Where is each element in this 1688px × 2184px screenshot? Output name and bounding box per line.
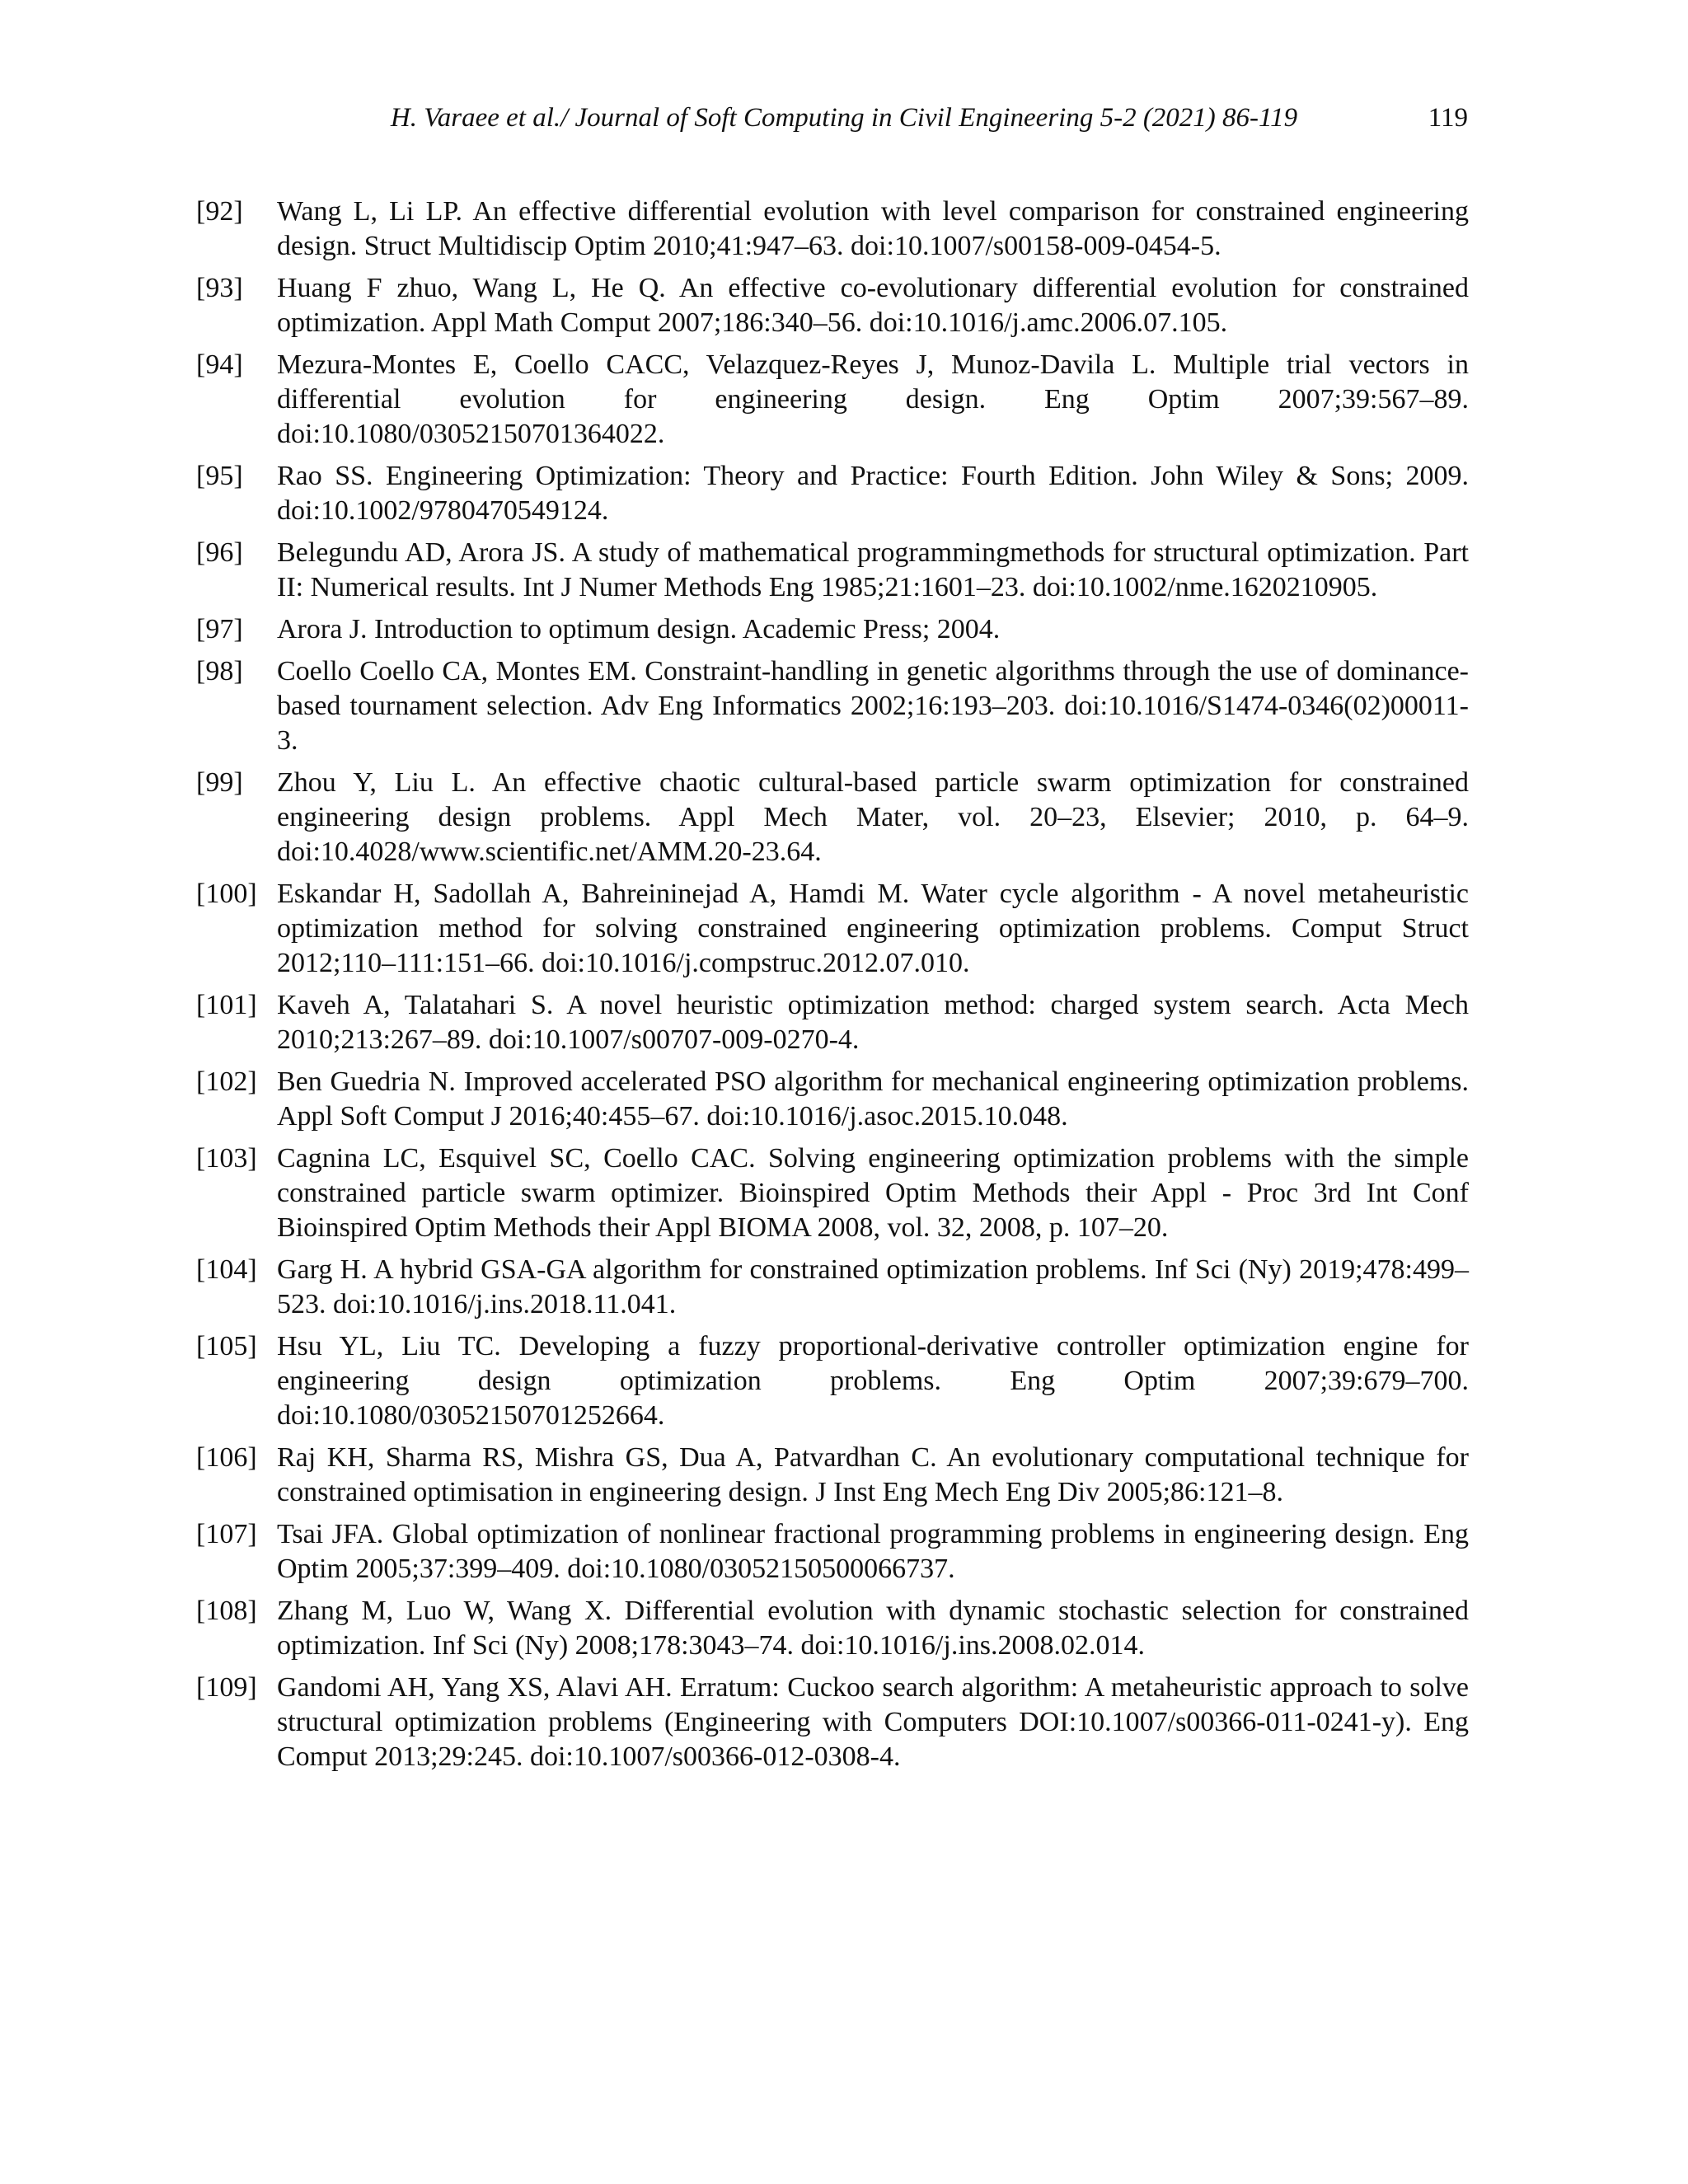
reference-text: Arora J. Introduction to optimum design. Academic Press; 2004.	[277, 614, 1001, 644]
reference-text: Raj KH, Sharma RS, Mishra GS, Dua A, Patvardhan C. An evolutionary computational technique for constrained optimisation in engineering design. J Inst Eng Mech Eng Div 2005;86:121–8.	[277, 1442, 1469, 1507]
reference-item	[196, 348, 1469, 452]
reference-item	[196, 654, 1469, 758]
reference-number: [104]	[196, 1254, 257, 1285]
reference-number: [106]	[196, 1442, 257, 1473]
reference-text: Tsai JFA. Global optimization of nonlinear fractional programming problems in engineering design. Eng Optim 2005;37:399–409. doi:10.1080/03052150500066737.	[277, 1519, 1469, 1584]
reference-item	[196, 1517, 1469, 1586]
reference-item	[196, 612, 1469, 647]
reference-number: [92]	[196, 196, 243, 227]
reference-number: [101]	[196, 990, 257, 1020]
reference-text: Eskandar H, Sadollah A, Bahreininejad A, Hamdi M. Water cycle algorithm - A novel metaheuristic optimization method for solving constrained engineering optimization problems. Comput Struct 2012;110–111:151–66. doi:10.1016/j.compstruc.2012.07.010.	[277, 879, 1469, 978]
reference-number: [108]	[196, 1596, 257, 1626]
reference-number: [95]	[196, 461, 243, 491]
reference-item	[196, 1329, 1469, 1433]
reference-text: Kaveh A, Talatahari S. A novel heuristic optimization method: charged system search. Acta Mech 2010;213:267–89. doi:10.1007/s00707-009-0270-4.	[277, 990, 1469, 1055]
reference-number: [109]	[196, 1672, 257, 1703]
reference-number: [97]	[196, 614, 243, 644]
reference-number: [98]	[196, 656, 243, 687]
reference-item	[196, 459, 1469, 528]
reference-item	[196, 1141, 1469, 1245]
reference-item	[196, 1671, 1469, 1774]
reference-item	[196, 766, 1469, 869]
reference-item	[196, 1441, 1469, 1510]
reference-number: [93]	[196, 273, 243, 303]
page-header	[0, 97, 1688, 138]
reference-text: Hsu YL, Liu TC. Developing a fuzzy proportional-derivative controller optimization engine for engineering design optimization problems. Eng Optim 2007;39:679–700. doi:10.1080/03052150701252664.	[277, 1331, 1469, 1431]
reference-item	[196, 988, 1469, 1057]
reference-number: [105]	[196, 1331, 257, 1361]
reference-text: Zhang M, Luo W, Wang X. Differential evolution with dynamic stochastic selection for constrained optimization. Inf Sci (Ny) 2008;178:3043–74. doi:10.1016/j.ins.2008.02.014.	[277, 1596, 1469, 1661]
reference-text: Ben Guedria N. Improved accelerated PSO algorithm for mechanical engineering optimization problems. Appl Soft Comput J 2016;40:455–67. doi:10.1016/j.asoc.2015.10.048.	[277, 1066, 1469, 1132]
reference-number: [102]	[196, 1066, 257, 1097]
reference-item	[196, 1065, 1469, 1134]
running-head: H. Varaee et al./ Journal of Soft Computing in Civil Engineering 5-2 (2021) 86-119	[390, 103, 1298, 133]
reference-text: Garg H. A hybrid GSA-GA algorithm for constrained optimization problems. Inf Sci (Ny) 2019;478:499–523. doi:10.1016/j.ins.2018.11.041.	[277, 1254, 1469, 1319]
reference-number: [100]	[196, 879, 257, 909]
reference-text: Huang F zhuo, Wang L, He Q. An effective co-evolutionary differential evolution for constrained optimization. Appl Math Comput 2007;186:340–56. doi:10.1016/j.amc.2006.07.105.	[277, 273, 1469, 338]
reference-text: Rao SS. Engineering Optimization: Theory and Practice: Fourth Edition. John Wiley & Sons; 2009. doi:10.1002/9780470549124.	[277, 461, 1469, 526]
reference-number: [103]	[196, 1143, 257, 1174]
reference-text: Wang L, Li LP. An effective differential evolution with level comparison for constrained engineering design. Struct Multidiscip Optim 2010;41:947–63. doi:10.1007/s00158-009-0454-5.	[277, 196, 1469, 261]
reference-text: Zhou Y, Liu L. An effective chaotic cultural-based particle swarm optimization for constrained engineering design problems. Appl Mech Mater, vol. 20–23, Elsevier; 2010, p. 64–9. doi:10.4028/www.scientific.net/AMM.20-23.64.	[277, 767, 1469, 867]
reference-list	[196, 194, 1469, 1782]
reference-text: Belegundu AD, Arora JS. A study of mathematical programmingmethods for structural optimization. Part II: Numerical results. Int J Numer Methods Eng 1985;21:1601–23. doi:10.1002/nme.1620210905.	[277, 537, 1469, 602]
reference-number: [107]	[196, 1519, 257, 1549]
reference-number: [99]	[196, 767, 243, 798]
reference-item	[196, 194, 1469, 264]
reference-item	[196, 271, 1469, 340]
reference-text: Mezura-Montes E, Coello CACC, Velazquez-Reyes J, Munoz-Davila L. Multiple trial vectors in differential evolution for engineering design. Eng Optim 2007;39:567–89. doi:10.1080/03052150701364022.	[277, 349, 1469, 449]
page-number: 119	[1428, 103, 1468, 133]
reference-item	[196, 1594, 1469, 1663]
reference-number: [94]	[196, 349, 243, 380]
reference-number: [96]	[196, 537, 243, 568]
reference-text: Cagnina LC, Esquivel SC, Coello CAC. Solving engineering optimization problems with the simple constrained particle swarm optimizer. Bioinspired Optim Methods their Appl - Proc 3rd Int Conf Bioinspired Optim Methods their Appl BIOMA 2008, vol. 32, 2008, p. 107–20.	[277, 1143, 1469, 1243]
reference-text: Coello Coello CA, Montes EM. Constraint-handling in genetic algorithms through the use of dominance-based tournament selection. Adv Eng Informatics 2002;16:193–203. doi:10.1016/S1474-0346(02)00011-3.	[277, 656, 1469, 756]
reference-item	[196, 536, 1469, 605]
reference-item	[196, 1253, 1469, 1322]
reference-item	[196, 877, 1469, 981]
reference-text: Gandomi AH, Yang XS, Alavi AH. Erratum: Cuckoo search algorithm: A metaheuristic approach to solve structural optimization problems (Engineering with Computers DOI:10.1007/s00366-011-0241-y). Eng Comput 2013;29:245. doi:10.1007/s00366-012-0308-4.	[277, 1672, 1469, 1772]
